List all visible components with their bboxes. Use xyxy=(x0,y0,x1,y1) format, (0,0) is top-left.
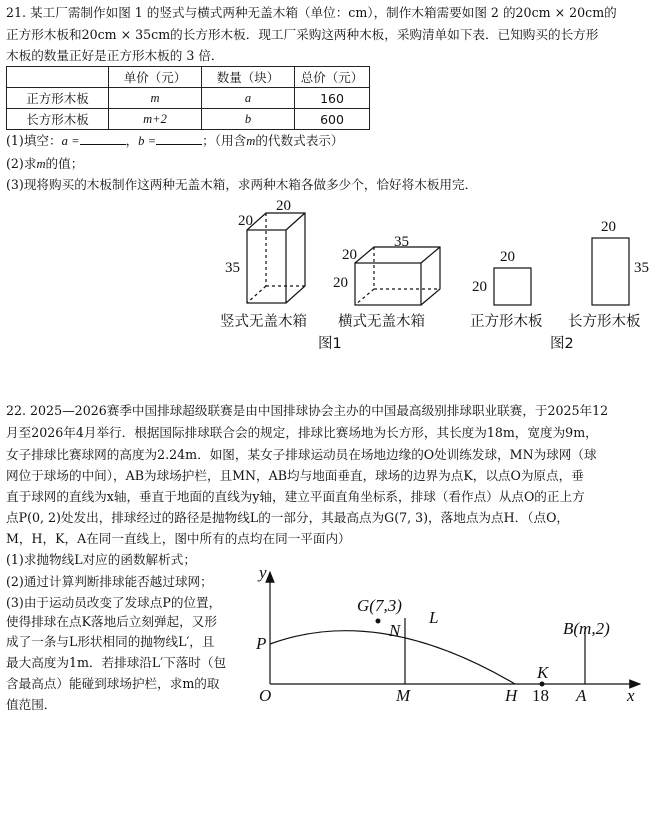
table-header-cell: 数量（块） xyxy=(202,67,295,88)
q21-line-1: 21. 某工厂需制作如图 1 的竖式与横式两种无盖木箱（单位：cm），制作木箱需要如图 2 的20cm × 20cm的 xyxy=(6,5,617,20)
table-cell: b xyxy=(202,109,295,130)
hbox-dim-depth: 20 xyxy=(342,247,357,263)
q21-sub3: (3)现将购买的木板制作这两种无盖木箱，求两种木箱各做多少个，恰好将木板用完． xyxy=(6,177,478,192)
square-board xyxy=(494,268,531,305)
vbox-dim-height: 35 xyxy=(225,260,240,276)
point-A-label: A xyxy=(576,686,587,705)
k-value-label: 18 xyxy=(532,686,549,705)
square-dim-top: 20 xyxy=(500,249,515,265)
q22-sub3-line: 最大高度为1m．若排球沿L′下落时（包 xyxy=(6,655,227,670)
square-dim-side: 20 xyxy=(472,279,487,295)
q22-sub3-line: 含最高点）能碰到球场护栏，求m的取 xyxy=(6,676,220,691)
vbox-dim-depth: 20 xyxy=(238,213,253,229)
y-axis-label: y xyxy=(259,563,267,582)
rect-dim-top: 20 xyxy=(601,219,616,235)
q22-line-7: M，H，K，A在同一直线上，图中所有的点均在同一平面内） xyxy=(6,531,351,546)
point-G xyxy=(376,619,381,624)
table-header-row xyxy=(7,67,370,88)
q22-line-2: 月至2026年4月举行．根据国际排球联合会的规定，排球比赛场地为长方形，其长度为18m，宽度为9m， xyxy=(6,425,598,440)
table-header-cell: 单价（元） xyxy=(109,67,202,88)
rect-dim-side: 35 xyxy=(634,260,649,276)
q22-sub2: (2)通过计算判断排球能否越过球网； xyxy=(6,574,213,589)
q22-line-3: 女子排球比赛球网的高度为2.24m．如图，某女子排球运动员在场地边缘的O处训练发球，MN为球网（球 xyxy=(6,447,597,462)
horizontal-box-back-edges xyxy=(355,247,440,305)
vbox-dim-top: 20 xyxy=(276,198,291,214)
vertical-box-front xyxy=(247,230,286,303)
q22-sub1: (1)求抛物线L对应的函数解析式； xyxy=(6,552,196,567)
sub2-prefix: (2)求 xyxy=(6,156,37,171)
point-K-label: K xyxy=(537,663,549,682)
figure-2-caption: 图2 xyxy=(550,336,574,352)
horizontal-box-front xyxy=(355,263,421,305)
table-row xyxy=(7,109,370,130)
point-P-label: P xyxy=(256,634,267,653)
sub1-suffix2: 的代数式表示） xyxy=(255,133,344,148)
rectangle-board xyxy=(592,238,629,305)
q21-sub2 xyxy=(6,155,83,173)
a-equals: a = xyxy=(61,134,80,148)
vertical-box-label: 竖式无盖木箱 xyxy=(220,314,307,330)
vertical-box-top-edge xyxy=(286,213,305,230)
table-cell: 长方形木板 xyxy=(7,109,109,130)
q21-line-2: 正方形木板和20cm × 35cm的长方形木板．现工厂采购这两种木板，采购清单如下表．已知购买的长方形 xyxy=(6,27,599,42)
figure-1-caption: 图1 xyxy=(318,336,342,352)
q22-sub3-line: 值范围． xyxy=(6,697,57,712)
rect-board-label: 长方形木板 xyxy=(568,314,641,330)
table-cell: a xyxy=(202,88,295,109)
table-cell: 600 xyxy=(295,109,370,130)
q22-sub3-line: 使得排球在点K落地后立刻弹起，又形 xyxy=(6,614,217,629)
q22-line-5: 直于球网的直线为x轴，垂直于地面的直线为y轴，建立平面直角坐标系，排球（看作点）从点O的正上方 xyxy=(6,489,585,504)
table-cell: m xyxy=(109,88,202,109)
q22-line-1: 22. 2025—2026赛季中国排球超级联赛是由中国排球协会主办的中国最高级别排球职业联赛，于2025年12 xyxy=(6,403,609,418)
purchase-table xyxy=(6,66,370,130)
table-header-cell: 总价（元） xyxy=(295,67,370,88)
q22-line-6: 点P(0, 2)处发出，排球经过的路径是抛物线L的一部分，其最高点为G(7, 3)，落地点为点H．（点O， xyxy=(6,510,569,525)
q21-line-3: 木板的数量正好是正方形木板的 3 倍． xyxy=(6,48,224,63)
b-equals: b = xyxy=(138,134,157,148)
vertical-box-back-edges xyxy=(247,213,305,303)
origin-label: O xyxy=(259,686,272,705)
sub1-prefix: (1)填空： xyxy=(6,133,62,148)
point-B-label: B(m,2) xyxy=(563,619,610,638)
sub2-m: m xyxy=(36,157,46,171)
coordinate-graph xyxy=(0,560,664,720)
horizontal-box-label: 横式无盖木箱 xyxy=(338,314,425,330)
point-H-label: H xyxy=(505,686,518,705)
table-cell: 正方形木板 xyxy=(7,88,109,109)
answer-blank-b[interactable] xyxy=(156,133,202,145)
q22-sub3-line: 成了一条与L形状相同的抛物线L′，且 xyxy=(6,634,215,649)
q22-sub3-line: (3)由于运动员改变了发球点P的位置， xyxy=(6,595,222,610)
table-cell: 160 xyxy=(295,88,370,109)
square-board-label: 正方形木板 xyxy=(470,314,543,330)
sub1-m: m xyxy=(246,134,256,148)
q21-sub1 xyxy=(6,132,343,150)
answer-blank-a[interactable] xyxy=(80,133,126,145)
table-row xyxy=(7,88,370,109)
sub1-suffix: ；（用含 xyxy=(202,133,247,148)
x-axis-label: x xyxy=(627,686,635,705)
q22-line-4: 网位于球场的中间），AB为球场护栏，且MN，AB均与地面垂直，球场的边界为点K，以点O为原点，垂 xyxy=(6,468,584,483)
point-G-label: G(7,3) xyxy=(357,596,402,615)
point-M-label: M xyxy=(396,686,411,705)
point-N-label: N xyxy=(389,621,401,640)
sub1-sep: ， xyxy=(125,133,139,148)
sub2-suffix: 的值； xyxy=(45,156,84,171)
hbox-dim-top: 35 xyxy=(394,234,409,250)
hbox-dim-height: 20 xyxy=(333,275,348,291)
table-cell: m+2 xyxy=(109,109,202,130)
table-header-cell xyxy=(7,67,109,88)
curve-L-label: L xyxy=(429,608,439,627)
